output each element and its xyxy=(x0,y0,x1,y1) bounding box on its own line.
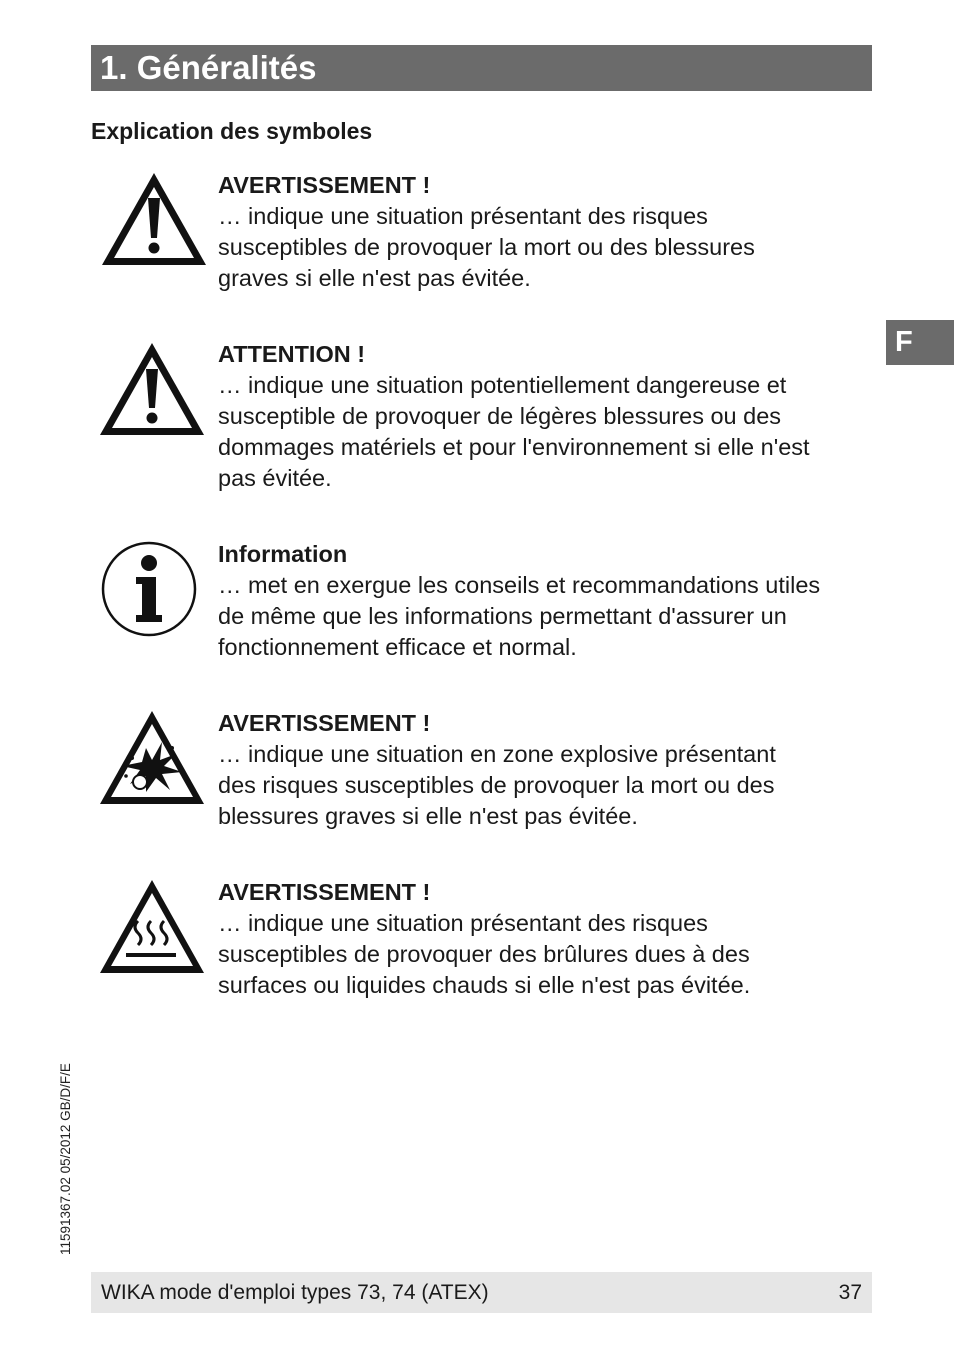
symbol-title: Information xyxy=(218,541,348,567)
symbol-title: ATTENTION ! xyxy=(218,341,366,367)
symbol-text xyxy=(218,339,878,494)
symbol-desc-line: … indique une situation présentant des risques xyxy=(218,910,708,936)
symbol-text xyxy=(218,877,878,1001)
page-footer xyxy=(91,1272,872,1313)
warning-exclamation-icon xyxy=(96,170,208,270)
symbol-desc-line: … indique une situation présentant des risques xyxy=(218,203,708,229)
hot-surface-warning-icon xyxy=(96,877,208,977)
subheading: Explication des symboles xyxy=(91,118,373,144)
information-icon xyxy=(96,539,208,639)
symbol-desc-line: susceptibles de provoquer des brûlures dues à des xyxy=(218,941,750,967)
document-code: 11591367.02 05/2012 GB/D/F/E xyxy=(58,1063,73,1255)
symbol-title: AVERTISSEMENT ! xyxy=(218,879,431,905)
symbol-desc-line: des risques susceptibles de provoquer la mort ou des xyxy=(218,772,775,798)
symbol-title: AVERTISSEMENT ! xyxy=(218,172,431,198)
symbol-desc-line: surfaces ou liquides chauds si elle n'est pas évitée. xyxy=(218,972,751,998)
footer-text: WIKA mode d'emploi types 73, 74 (ATEX) xyxy=(101,1280,489,1304)
symbol-title: AVERTISSEMENT ! xyxy=(218,710,431,736)
symbol-text xyxy=(218,170,878,294)
symbol-desc-line: … indique une situation potentiellement dangereuse et xyxy=(218,372,787,398)
symbol-desc-line: susceptibles de provoquer la mort ou des blessures xyxy=(218,234,755,260)
symbol-desc-line: blessures graves si elle n'est pas évitée. xyxy=(218,803,638,829)
symbol-desc-line: … met en exergue les conseils et recommandations utiles xyxy=(218,572,821,598)
symbol-desc-line: fonctionnement efficace et normal. xyxy=(218,634,577,660)
symbol-desc-line: de même que les informations permettant d'assurer un xyxy=(218,603,787,629)
symbol-desc-line: susceptible de provoquer de légères blessures ou des xyxy=(218,403,782,429)
page-number: 37 xyxy=(838,1280,862,1304)
symbol-desc-line: graves si elle n'est pas évitée. xyxy=(218,265,531,291)
language-tab: F xyxy=(886,320,954,365)
symbol-text xyxy=(218,539,878,663)
explosion-warning-icon xyxy=(96,708,208,808)
symbol-desc-line: dommages matériels et pour l'environnement si elle n'est xyxy=(218,434,810,460)
symbol-text xyxy=(218,708,878,832)
symbol-desc-line: … indique une situation en zone explosive présentant xyxy=(218,741,776,767)
symbol-desc-line: pas évitée. xyxy=(218,465,332,491)
section-title: 1. Généralités xyxy=(91,45,872,91)
caution-exclamation-icon xyxy=(96,339,208,439)
